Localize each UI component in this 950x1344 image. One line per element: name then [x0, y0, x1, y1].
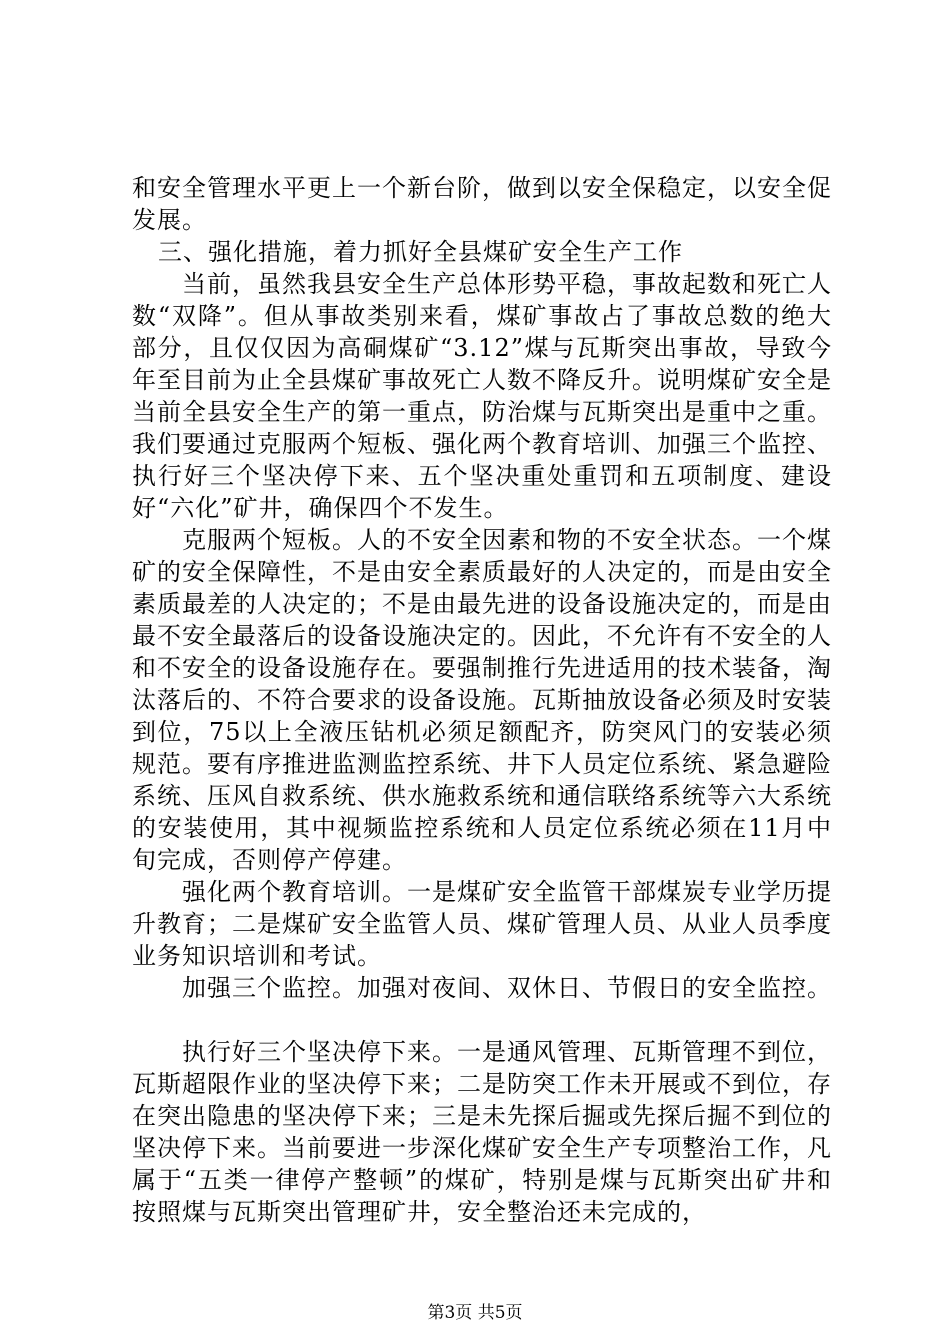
paragraph-three-monitoring: 加强三个监控。加强对夜间、双休日、节假日的安全监控。 [182, 974, 832, 1002]
blank-line [132, 1004, 832, 1036]
document-body [132, 172, 832, 1228]
paragraph-two-shortcomings: 克服两个短板。人的不安全因素和物的不安全状态。一个煤矿的安全保障性，不是由安全素质最好的人决定的，而是由安全素质最差的人决定的；不是由最先进的设备设施决定的，而是由最不安全最落后的设备设施决定的。因此，不允许有不安全的人和不安全的设备设施存在。要强制推行先进适用的技术装备，淘汰落后的、不符合要求的设备设施。瓦斯抽放设备必须及时安装到位，75以上全液压钻机必须足额配齐，防突风门的安装必须规范。要有序推进监测监控系统、井下人员定位系统、紧急避险系统、压风自救系统、供水施救系统和通信联络系统等六大系统的安装使用，其中视频监控系统和人员定位系统必须在11月中旬完成，否则停产停建。 [132, 526, 832, 874]
paragraph-current-situation: 当前，虽然我县安全生产总体形势平稳，事故起数和死亡人数“双降”。但从事故类别来看，煤矿事故占了事故总数的绝大部分，且仅仅因为高硐煤矿“3.12”煤与瓦斯突出事故，导致今年至目前为止全县煤矿事故死亡人数不降反升。说明煤矿安全是当前全县安全生产的第一重点，防治煤与瓦斯突出是重中之重。我们要通过克服两个短板、强化两个教育培训、加强三个监控、执行好三个坚决停下来、五个坚决重处重罚和五项制度、建设好“六化”矿井，确保四个不发生。 [132, 270, 832, 522]
paragraph-continuation: 和安全管理水平更上一个新台阶，做到以安全保稳定，以安全促发展。 [132, 174, 832, 234]
paragraph-education-training: 强化两个教育培训。一是煤矿安全监管干部煤炭专业学历提升教育；二是煤矿安全监管人员、煤矿管理人员、从业人员季度业务知识培训和考试。 [132, 878, 832, 970]
page-footer: 第3页 共5页 [427, 1303, 523, 1323]
section-heading: 三、强化措施，着力抓好全县煤矿安全生产工作 [158, 238, 683, 266]
paragraph-three-stops: 执行好三个坚决停下来。一是通风管理、瓦斯管理不到位，瓦斯超限作业的坚决停下来；二是防突工作未开展或不到位，存在突出隐患的坚决停下来；三是未先探后掘或先探后掘不到位的坚决停下来。当前要进一步深化煤矿安全生产专项整治工作，凡属于“五类一律停产整顿”的煤矿，特别是煤与瓦斯突出矿井和按照煤与瓦斯突出管理矿井，安全整治还未完成的， [132, 1038, 832, 1226]
